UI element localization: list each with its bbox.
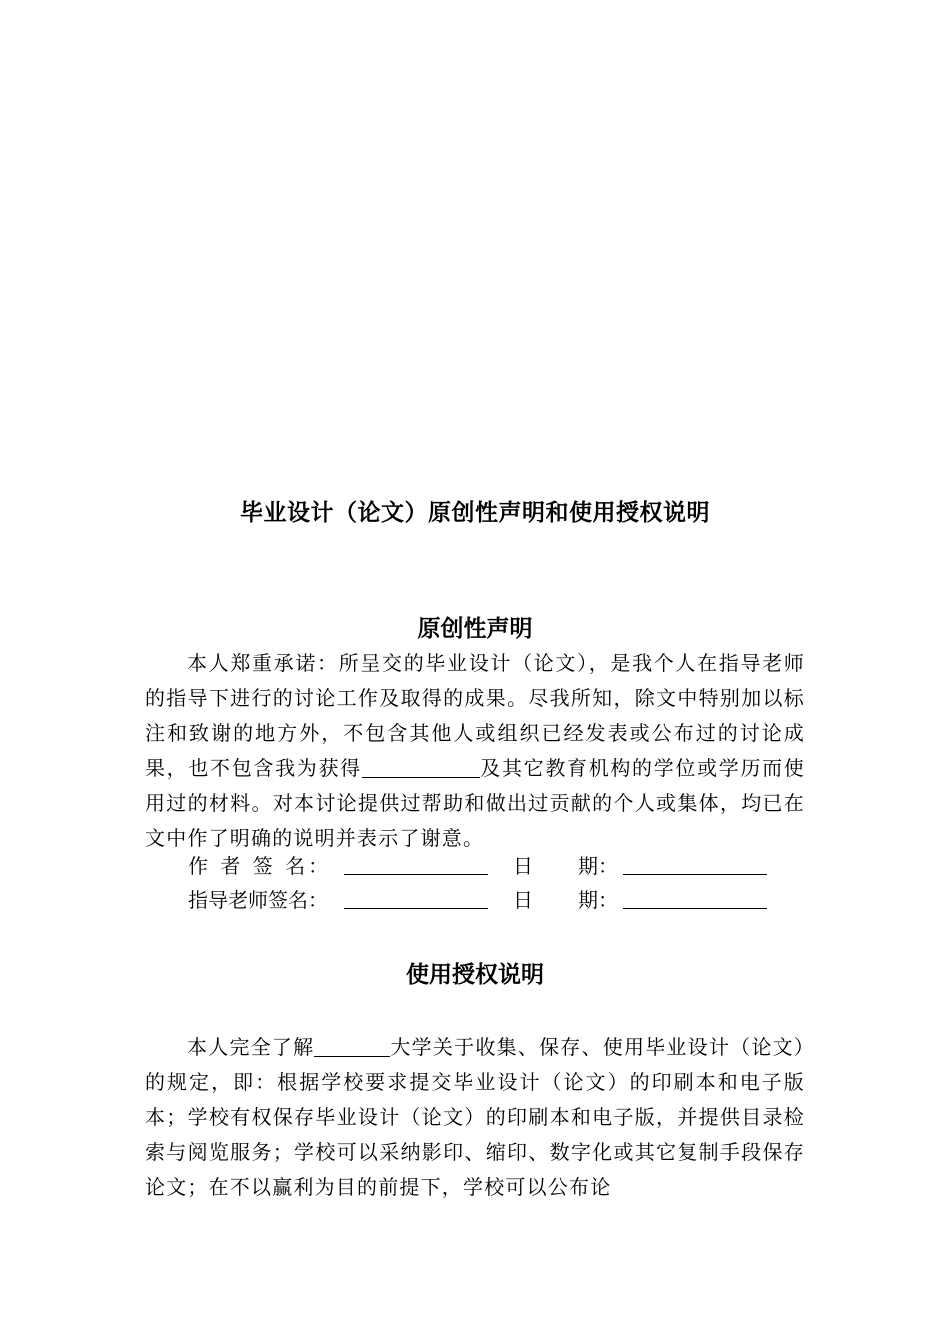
- author-date-label-1: 日: [513, 854, 533, 878]
- author-signature-label: 作 者 签 名：: [188, 854, 332, 878]
- advisor-date-label-2: 期：: [578, 888, 618, 912]
- originality-heading: 原创性声明: [417, 616, 533, 642]
- author-signature-row: [188, 850, 788, 880]
- authorization-paragraph: [145, 1030, 805, 1205]
- authorization-text-1: 本人完全了解: [187, 1035, 315, 1059]
- originality-paragraph: [145, 646, 805, 856]
- advisor-signature-row: [188, 884, 788, 914]
- author-signature-line: [344, 874, 488, 875]
- document-title: 毕业设计（论文）原创性声明和使用授权说明: [240, 500, 710, 526]
- originality-text-1: 本人郑重承诺：所呈交的毕业设计（论文），是我个人在指导老师的指导下进行的讨论工作及取得的成果。尽我所知，除文中特别加以标注和致谢的地方外，不包含其他人或组织已经发表或公布过的讨论成果，也不包含我为获得: [145, 651, 805, 780]
- university-blank: [314, 1034, 390, 1057]
- authorization-heading: 使用授权说明: [406, 962, 544, 988]
- authorization-text-2: 大学关于收集、保存、使用毕业设计（论文）的规定，即：根据学校要求提交毕业设计（论文）的印刷本和电子版本；学校有权保存毕业设计（论文）的印刷本和电子版，并提供目录检索与阅览服务；学校可以采纳影印、缩印、数字化或其它复制手段保存论文；在不以赢利为目的前提下，学校可以公布论: [145, 1035, 806, 1199]
- degree-blank: [362, 755, 480, 778]
- advisor-date-label-1: 日: [513, 888, 533, 912]
- advisor-signature-line: [344, 908, 488, 909]
- author-date-label-2: 期：: [578, 854, 618, 878]
- advisor-signature-label: 指导老师签名：: [188, 888, 328, 912]
- author-date-line: [623, 874, 767, 875]
- originality-text-2: 及其它教育机构的学位或学历而使用过的材料。对本讨论提供过帮助和做出过贡献的个人或集体，均已在文中作了明确的说明并表示了谢意。: [145, 756, 806, 850]
- advisor-date-line: [623, 908, 767, 909]
